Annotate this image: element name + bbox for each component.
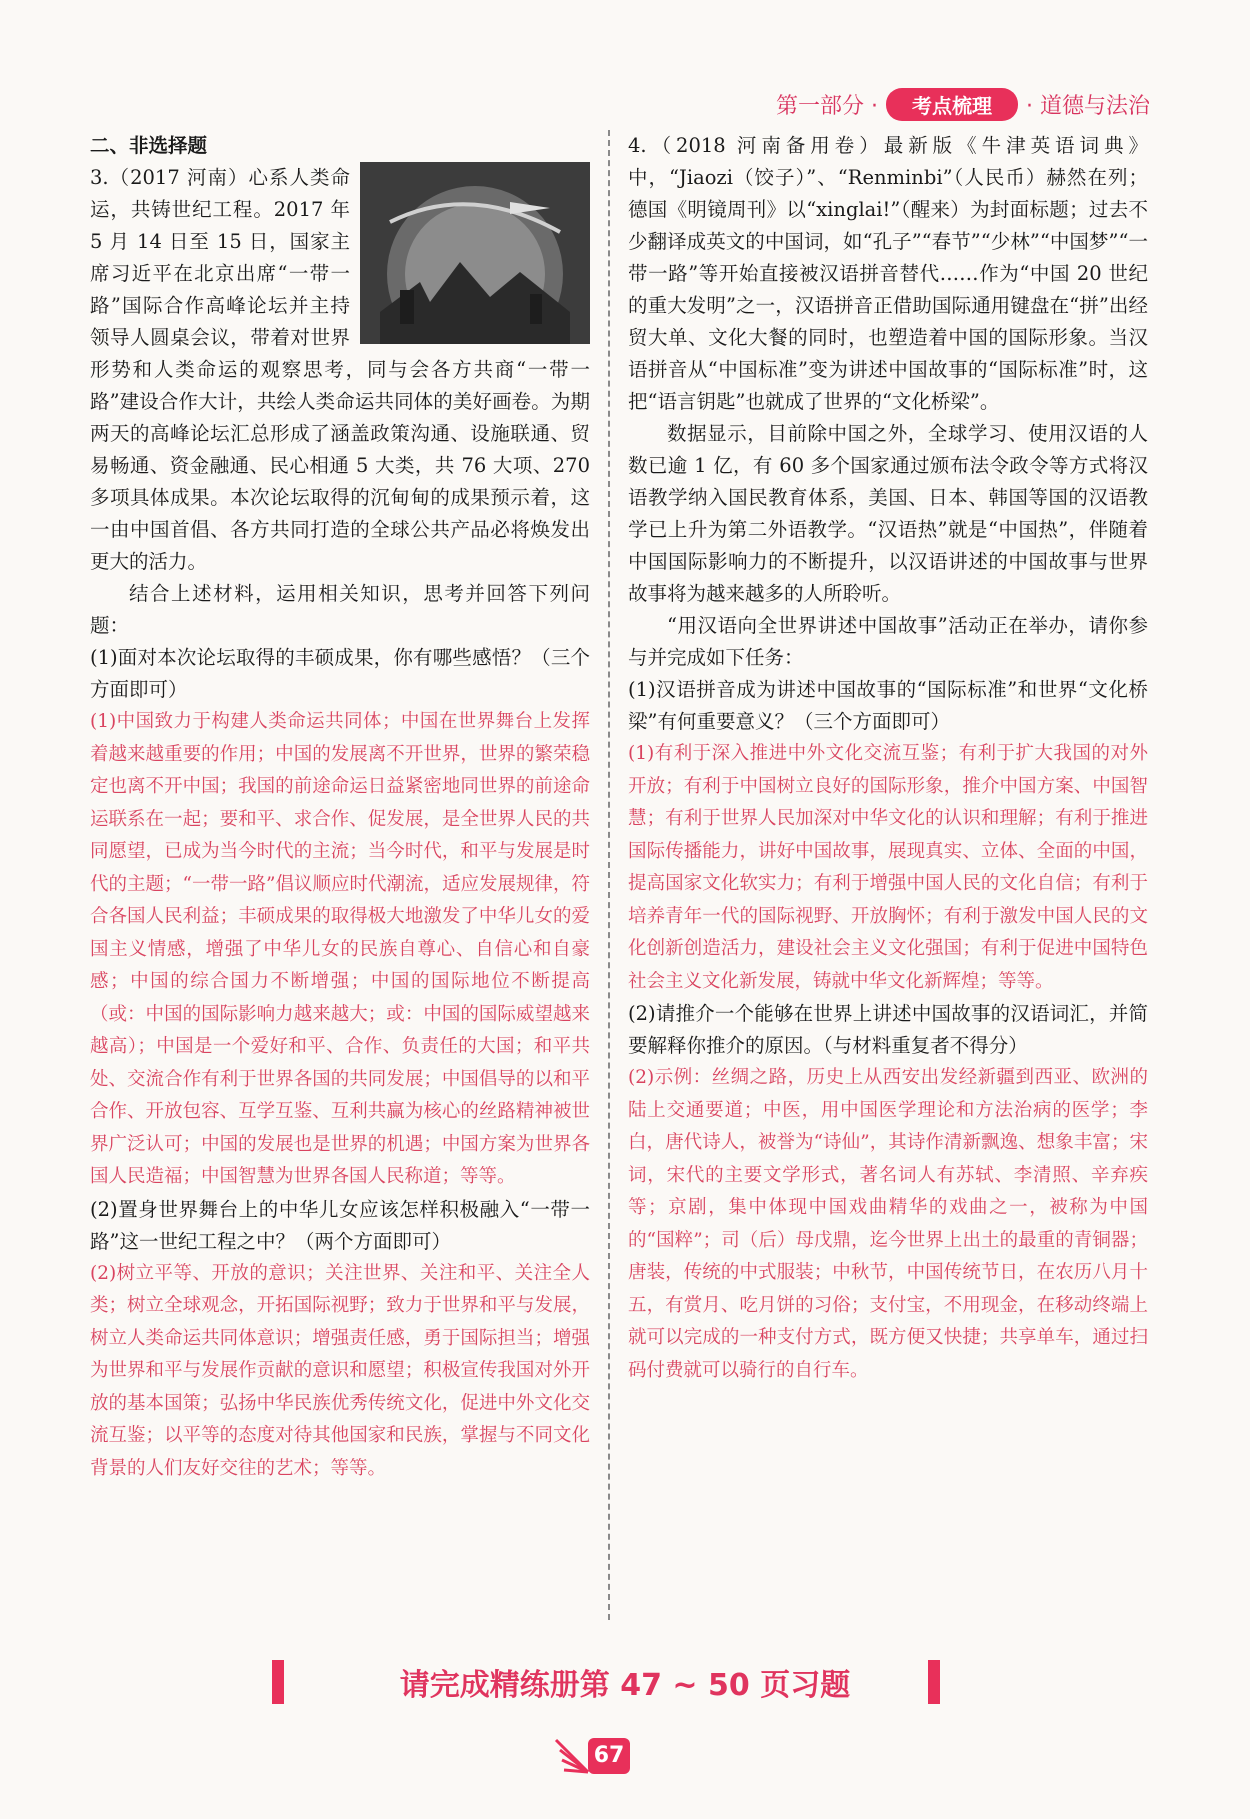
q4-part2-answer: (2)示例：丝绸之路，历史上从西安出发经新疆到西亚、欧洲的陆上交通要道；中医，用中国医学理论和方法治病的医学；李白，唐代诗人，被誉为“诗仙”，其诗作清新飘逸、想象丰富；宋词，宋代的主要文学形式，著名词人有苏轼、李清照、辛弃疾等；京剧，集中体现中国戏曲精华的戏曲之一，被称为中国的“国粹”；司（后）母戊鼎，迄今世界上出土的最重的青铜器；唐装，传统的中式服装；中秋节，中国传统节日，在农历八月十五，有赏月、吃月饼的习俗；支付宝，不用现金，在移动终端上就可以完成的一种支付方式，既方便又快捷；共享单车，通过扫码付费就可以骑行的自行车。 — [628, 1067, 1148, 1381]
page-number: 67 — [588, 1738, 630, 1774]
silk-road-illustration — [360, 162, 590, 344]
page-header — [776, 88, 1150, 121]
exercise-reminder: 请完成精练册第 47 ~ 50 页习题 — [399, 1668, 851, 1703]
q4-part2-question: (2)请推介一个能够在世界上讲述中国故事的汉语词汇，并简要解释你推介的原因。（与材料重复者不得分） — [628, 1002, 1148, 1057]
q4-material-3: “用汉语向全世界讲述中国故事”活动正在举办，请你参与并完成如下任务： — [628, 614, 1148, 669]
subject-label: · 道德与法治 — [1026, 94, 1150, 119]
section-title: 二、非选择题 — [90, 134, 208, 157]
q4-material-1: 4.（2018 河南备用卷）最新版《牛津英语词典》中，“Jiaozi（饺子）”、“Renminbi”（人民币）赫然在列；德国《明镜周刊》以“xinglai!”（醒来）为封面标题；过去不少翻译成英文的中国词，如“孔子”“春节”“少林”“中国梦”“一带一路”等开始直接被汉语拼音替代……作为“中国 20 世纪的重大发明”之一，汉语拼音正借助国际通用键盘在“拼”出经贸大单、文化大餐的同时，也塑造着中国的国际形象。当汉语拼音从“中国标准”变为讲述中国故事的“国际标准”时，这把“语言钥匙”也就成了世界的“文化桥梁”。 — [628, 134, 1148, 413]
q3-part2-answer: (2)树立平等、开放的意识；关注世界、关注和平、关注全人类；树立全球观念，开拓国际视野；致力于世界和平与发展，树立人类命运共同体意识；增强责任感，勇于国际担当；增强为世界和平与发展作贡献的意识和愿望；积极宣传我国对外开放的基本国策；弘扬中华民族优秀传统文化，促进中外文化交流互鉴；以平等的态度对待其他国家和民族，掌握与不同文化背景的人们友好交往的艺术；等等。 — [90, 1262, 590, 1479]
right-column — [628, 130, 1148, 1387]
q4-part1-question: (1)汉语拼音成为讲述中国故事的“国际标准”和世界“文化桥梁”有何重要意义？（三个方面即可） — [628, 678, 1148, 733]
illustration-image — [360, 162, 590, 344]
footer-bar-right — [928, 1660, 940, 1704]
q3-part1-question: (1)面对本次论坛取得的丰硕成果，你有哪些感悟？（三个方面即可） — [90, 646, 590, 701]
page-fan-icon — [552, 1732, 592, 1778]
section-badge: 考点梳理 — [886, 88, 1018, 121]
q3-material: 3.（2017 河南）心系人类命运，共铸世纪工程。2017 年 5 月 14 日至 15 日，国家主席习近平在北京出席“一带一路”国际合作高峰论坛并主持领导人圆桌会议，带着对世界形势和人类命运的观察思考，同与会各方共商“一带一路”建设合作大计，共绘人类命运共同体的美好画卷。为期两天的高峰论坛汇总形成了涵盖政策沟通、设施联通、贸易畅通、资金融通、民心相通 5 大类，共 76 大项、270 多项具体成果。本次论坛取得的沉甸甸的成果预示着，这一由中国首倡、各方共同打造的全球公共产品必将焕发出更大的活力。 — [90, 166, 590, 573]
q4-material-2: 数据显示，目前除中国之外，全球学习、使用汉语的人数已逾 1 亿，有 60 多个国家通过颁布法令政令等方式将汉语教学纳入国民教育体系，美国、日本、韩国等国的汉语教学已上升为第二外语教学。“汉语热”就是“中国热”，伴随着中国国际影响力的不断提升，以汉语讲述的中国故事与世界故事将为越来越多的人所聆听。 — [628, 422, 1148, 605]
part-label: 第一部分 · — [776, 94, 878, 119]
q3-part2-question: (2)置身世界舞台上的中华儿女应该怎样积极融入“一带一路”这一世纪工程之中？（两个方面即可） — [90, 1197, 590, 1253]
q3-prompt: 结合上述材料，运用相关知识，思考并回答下列问题： — [90, 582, 590, 637]
q4-part1-answer: (1)有利于深入推进中外文化交流互鉴；有利于扩大我国的对外开放；有利于中国树立良好的国际形象，推介中国方案、中国智慧；有利于世界人民加深对中华文化的认识和理解；有利于推进国际传播能力，讲好中国故事，展现真实、立体、全面的中国，提高国家文化软实力；有利于增强中国人民的文化自信；有利于培养青年一代的国际视野、开放胸怀；有利于激发中国人民的文化创新创造活力，建设社会主义文化强国；有利于促进中国特色社会主义文化新发展，铸就中华文化新辉煌；等等。 — [628, 743, 1148, 992]
q3-part1-answer: (1)中国致力于构建人类命运共同体；中国在世界舞台上发挥着越来越重要的作用；中国的发展离不开世界，世界的繁荣稳定也离不开中国；我国的前途命运日益紧密地同世界的前途命运联系在一起；要和平、求合作、促发展，是全世界人民的共同愿望，已成为当今时代的主流；当今时代，和平与发展是时代的主题；“一带一路”倡议顺应时代潮流，适应发展规律，符合各国人民利益；丰硕成果的取得极大地激发了中华儿女的爱国主义情感，增强了中华儿女的民族自尊心、自信心和自豪感；中国的综合国力不断增强；中国的国际地位不断提高（或：中国的国际影响力越来越大；或：中国的国际威望越来越高）；中国是一个爱好和平、合作、负责任的大国；和平共处、交流合作有利于世界各国的共同发展；中国倡导的以和平合作、开放包容、互学互鉴、互利共赢为核心的丝路精神被世界广泛认可；中国的发展也是世界的机遇；中国方案为世界各国人民造福；中国智慧为世界各国人民称道；等等。 — [90, 711, 590, 1187]
column-divider — [608, 130, 610, 1620]
left-column — [90, 130, 590, 1485]
